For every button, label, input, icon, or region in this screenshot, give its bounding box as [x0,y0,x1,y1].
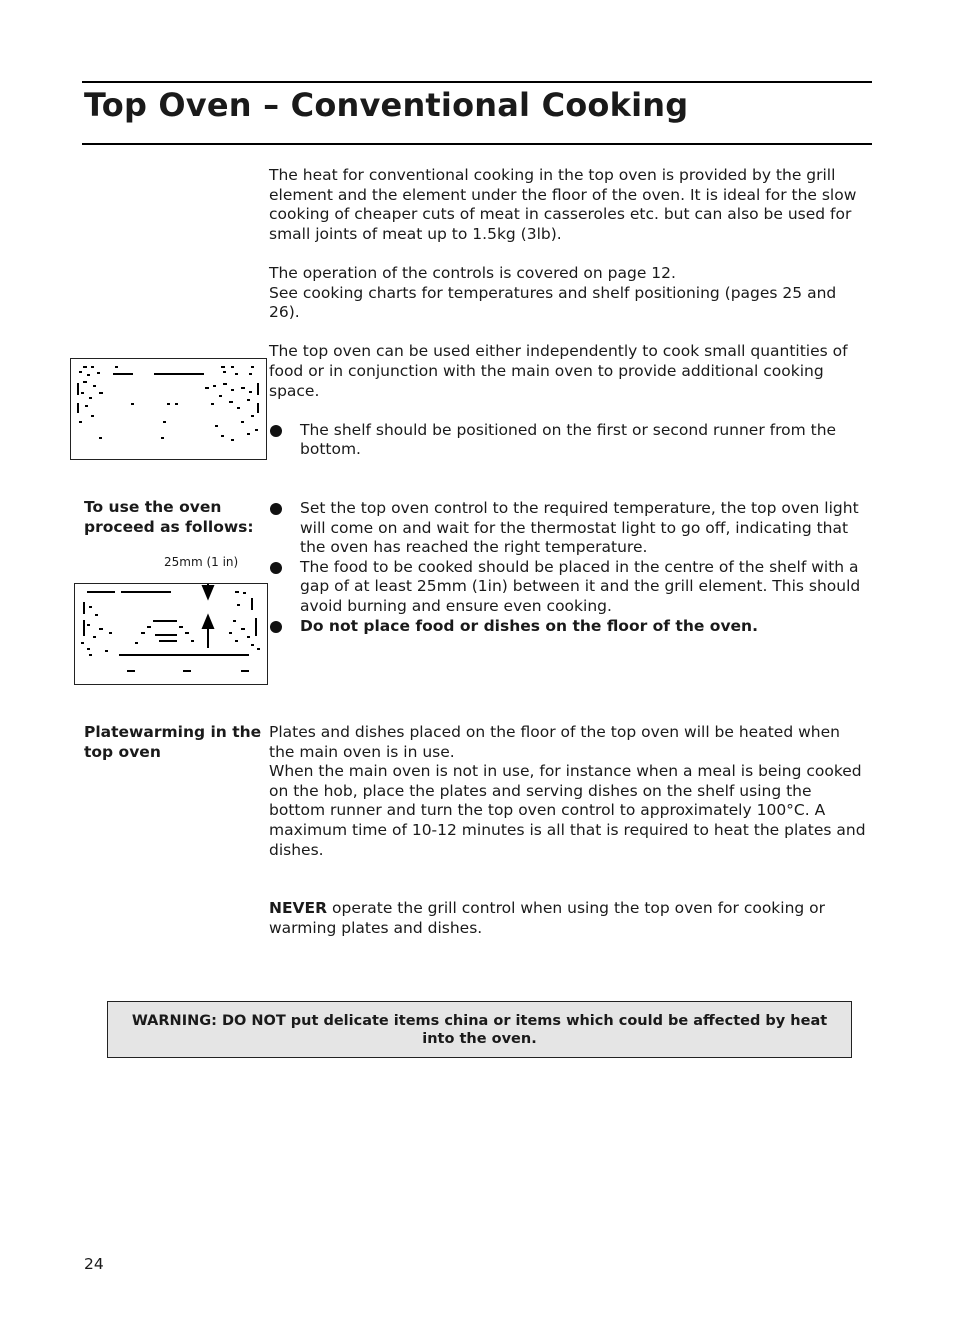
never-grill-note [269,899,869,938]
intro-paragraph-controls-line1: The operation of the controls is covered on page 12. [269,263,676,282]
platewarming-section [269,723,869,938]
header-bottom-rule [82,143,872,145]
bullet-set-temperature: Set the top oven control to the required temperature, the top oven light will come on and wait for the thermostat light to go off, indicating that the oven has reached the right temperature. [269,499,869,558]
header-top-rule [82,81,872,83]
intro-paragraph-controls-line2: See cooking charts for temperatures and shelf positioning (pages 25 and 26). [269,283,837,322]
bullet-shelf-position: The shelf should be positioned on the first or second runner from the bottom. [269,421,869,460]
oven-shelf-drawing [71,359,266,459]
bullet-floor-warning: Do not place food or dishes on the floor of the oven. [269,617,869,637]
gap-measurement-label: 25mm (1 in) [164,555,239,569]
never-emphasis: NEVER [269,899,328,918]
use-oven-steps [269,499,869,636]
never-note-text: operate the grill control when using the top oven for cooking or warming plates and dishes. [269,899,826,937]
intro-section [269,166,869,460]
use-oven-heading: To use the oven proceed as follows: [84,498,254,536]
grill-gap-drawing [75,584,267,684]
intro-paragraph-usage: The top oven can be used either independently to cook small quantities of food or in conjunction with the main oven to provide additional cooking space. [269,342,848,400]
bullet-food-placement: The food to be cooked should be placed in the centre of the shelf with a gap of at least 25mm (1in) between it and the grill element. This should avoid burning and ensure even cooking. [269,558,869,617]
oven-shelf-diagram [70,358,267,460]
platewarming-paragraph-main-oven: Plates and dishes placed on the floor of the top oven will be heated when the main oven is in use. [269,723,840,761]
platewarming-paragraph-procedure: When the main oven is not in use, for instance when a meal is being cooked on the hob, place the plates and serving dishes on the shelf using the bottom runner and turn the top oven control to approximately 100°C. A maximum time of 10-12 minutes is all that is required to heat the plates and dishes. [269,762,866,859]
grill-gap-diagram [74,583,268,685]
platewarming-heading: Platewarming in the top oven [84,723,262,761]
intro-paragraph-heat: The heat for conventional cooking in the top oven is provided by the grill element and the element under the floor of the oven. It is ideal for the slow cooking of cheaper cuts of meat in casseroles etc. but can also be used for small joints of meat up to 1.5kg (3lb). [269,166,857,243]
warning-box [107,1001,852,1058]
page-title: Top Oven – Conventional Cooking [84,86,689,124]
page-number: 24 [84,1255,104,1273]
warning-text: WARNING: DO NOT put delicate items china or items which could be affected by heat into the oven. [131,1012,828,1047]
